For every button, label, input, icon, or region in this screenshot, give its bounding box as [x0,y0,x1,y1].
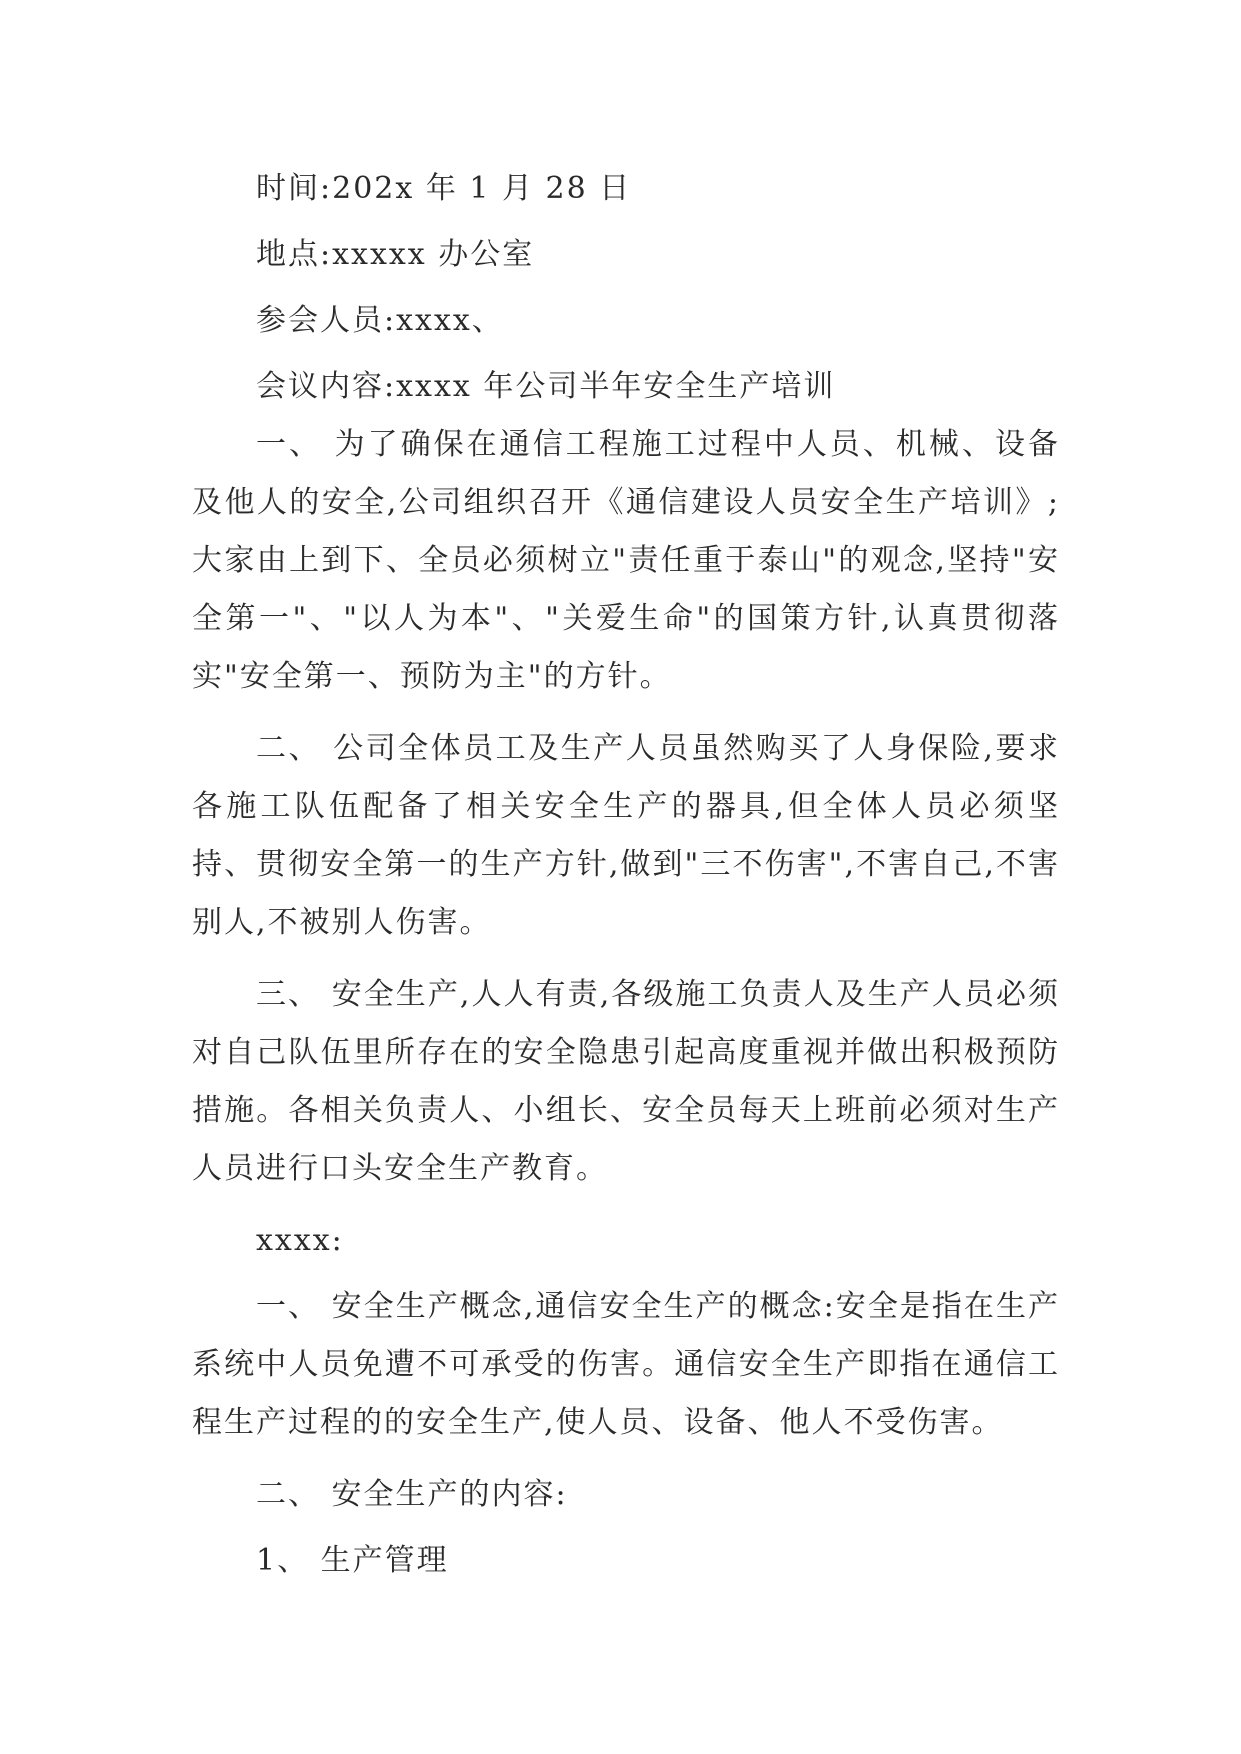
paragraph-section2-item3: 1、 生产管理 [256,1543,449,1578]
paragraph-section1-item2: 二、 公司全体员工及生产人员虽然购买了人身保险,要求各施工队伍配备了相关安全生产的器具,但全体人员必须坚持、贯彻安全第一的生产方针,做到"三不伤害",不害自己,不害别人,不被别人伤害。 [192,731,1060,940]
paragraph-section1-item1: 一、 为了确保在通信工程施工过程中人员、机械、设备及他人的安全,公司组织召开《通信建设人员安全生产培训》;大家由上到下、全员必须树立"责任重于泰山"的观念,坚持"安全第一"、"以人为本"、"关爱生命"的国策方针,认真贯彻落实"安全第一、预防为主"的方针。 [192,427,1060,694]
paragraph-section2-item1: 一、 安全生产概念,通信安全生产的概念:安全是指在生产系统中人员免遭不可承受的伤害。通信安全生产即指在通信工程生产过程的的安全生产,使人员、设备、他人不受伤害。 [192,1289,1060,1440]
document-body [192,160,1060,1590]
paragraph-section1-item3: 三、 安全生产,人人有责,各级施工负责人及生产人员必须对自己队伍里所存在的安全隐患引起高度重视并做出积极预防措施。各相关负责人、小组长、安全员每天上班前必须对生产人员进行口头安全生产教育。 [192,977,1060,1186]
meeting-attendees: 参会人员:xxxx、 [256,303,504,338]
meeting-location: 地点:xxxxx 办公室 [256,237,535,272]
speaker-label: xxxx: [256,1223,344,1258]
paragraph-section2-item2: 二、 安全生产的内容: [256,1477,568,1512]
meeting-content: 会议内容:xxxx 年公司半年安全生产培训 [256,369,836,404]
meeting-time: 时间:202x 年 1 月 28 日 [256,171,632,206]
